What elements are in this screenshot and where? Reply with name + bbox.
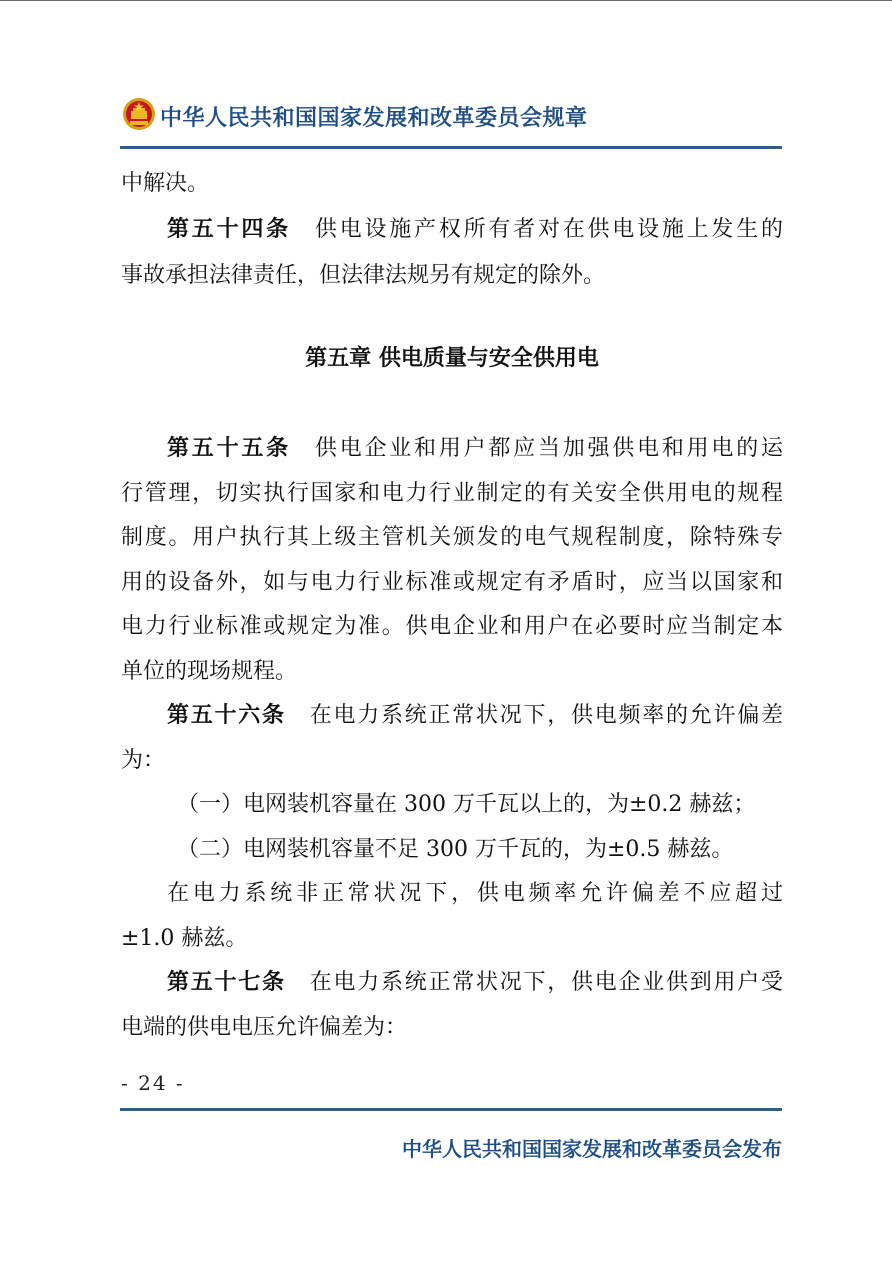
article-55-line-2: 行管理，切实执行国家和电力行业制定的有关安全供用电的规程 [121,480,783,506]
header-divider [120,146,782,149]
footer-publisher: 中华人民共和国国家发展和改革委员会发布 [402,1137,782,1161]
article-55-line-3: 制度。用户执行其上级主管机关颁发的电气规程制度，除特殊专 [121,525,783,550]
article-label: 第五十四条 [167,217,291,242]
article-56-item-2: （二）电网装机容量不足 300 万千瓦的，为±0.5 赫兹。 [177,836,734,862]
article-55-line-4: 用的设备外，如与电力行业标准或规定有矛盾时，应当以国家和 [121,569,783,595]
articles-55-57-block [121,427,783,1050]
page-number: - 24 - [121,1071,185,1095]
article-label: 第五十六条 [167,703,286,728]
article-56-para-line-1: 在电力系统非正常状况下，供电频率允许偏差不应超过 [167,881,783,906]
header-title: 中华人民共和国国家发展和改革委员会规章 [160,106,588,131]
article-57-line-1 [121,961,783,1006]
page-header [120,93,782,145]
national-emblem-icon [122,97,156,131]
article-56-line-2: 为： [121,747,166,773]
article-text: 供电设施产权所有者对在供电设施上发生的 [314,217,783,242]
continuation-text: 中解决。 [121,171,210,196]
article-label: 第五十五条 [167,436,291,461]
article-56-para-line-2: ±1.0 赫兹。 [121,925,248,951]
article-54-line-1 [121,207,783,253]
article-56-line-1 [121,694,783,739]
chapter-title: 第五章 供电质量与安全供用电 [305,346,599,371]
article-54-block [121,161,783,299]
article-56-item-1: （一）电网装机容量在 300 万千瓦以上的，为±0.2 赫兹； [177,792,756,817]
footer-divider [120,1108,782,1111]
article-57-line-2: 电端的供电电压允许偏差为： [121,1014,408,1040]
article-54-line-2: 事故承担法律责任，但法律法规另有规定的除外。 [121,263,606,288]
article-55-line-1 [121,427,783,472]
article-text: 在电力系统正常状况下，供电频率的允许偏差 [309,703,783,728]
article-55-line-6: 单位的现场规程。 [121,658,298,684]
article-text: 在电力系统正常状况下，供电企业供到用户受 [309,970,783,995]
article-label: 第五十七条 [167,970,286,995]
article-55-line-5: 电力行业标准或规定为准。供电企业和用户在必要时应当制定本 [121,614,783,639]
article-text: 供电企业和用户都应当加强供电和用电的运 [314,436,783,461]
